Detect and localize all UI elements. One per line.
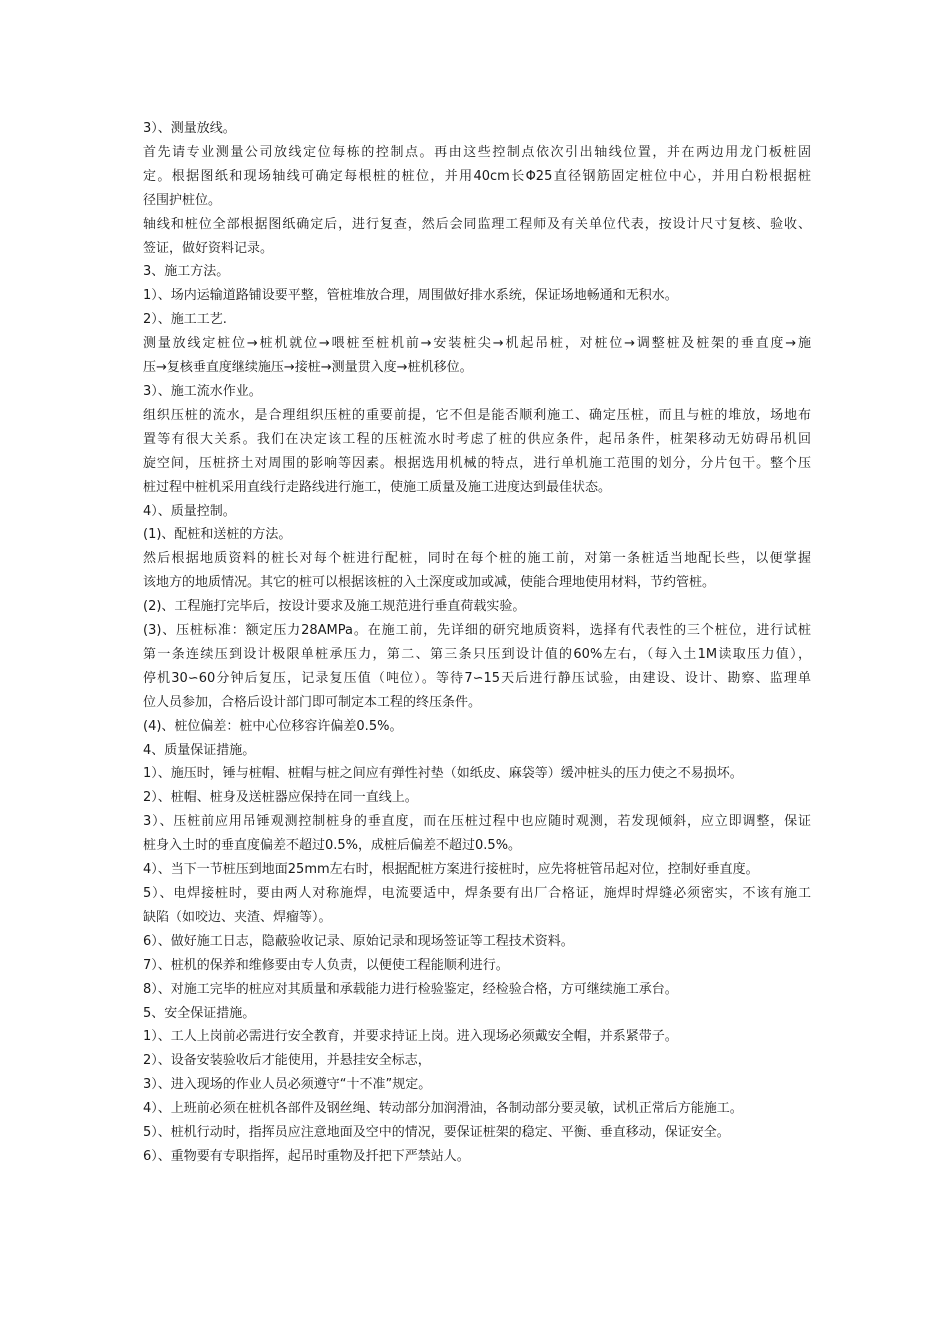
text-line: 5）、电焊接桩时，要由两人对称施焊，电流要适中，焊条要有出厂合格证，施焊时焊缝必须密实，不该有施工 bbox=[143, 886, 811, 901]
text-line: 3、施工方法。 bbox=[143, 264, 230, 280]
text-line: 定。根据图纸和现场轴线可确定每根桩的桩位，并用40cm长Φ25直径钢筋固定桩位中心，并用白粉根据桩 bbox=[143, 168, 811, 184]
text-line: 5、安全保证措施。 bbox=[143, 1005, 256, 1021]
text-line: 5）、桩机行动时，指挥员应注意地面及空中的情况，要保证桩架的稳定、平衡、垂直移动，保证安全。 bbox=[143, 1125, 730, 1141]
text-line: 桩身入土时的垂直度偏差不超过0.5%，成桩后偏差不超过0.5%。 bbox=[143, 838, 522, 854]
text-line: 1）、施压时，锤与桩帽、桩帽与桩之间应有弹性衬垫（如纸皮、麻袋等）缓冲桩头的压力使之不易损坏。 bbox=[143, 766, 743, 782]
text-line: 1）、场内运输道路铺设要平整，管桩堆放合理，周围做好排水系统，保证场地畅通和无积水。 bbox=[143, 288, 678, 304]
text-line: 径围护桩位。 bbox=[143, 192, 222, 208]
text-line: 首先请专业测量公司放线定位每栋的控制点。再由这些控制点依次引出轴线位置，并在两边用龙门板桩固 bbox=[143, 144, 811, 160]
text-line: 3）、测量放线。 bbox=[143, 121, 236, 136]
text-line: 7）、桩机的保养和维修要由专人负责，以便使工程能顺利进行。 bbox=[143, 957, 509, 973]
text-line: 2）、设备安装验收后才能使用，并悬挂安全标志， bbox=[143, 1053, 431, 1069]
text-line: 置等有很大关系。我们在决定该工程的压桩流水时考虑了桩的供应条件，起吊条件，桩架移动无妨碍吊机回 bbox=[143, 431, 811, 447]
text-line: 6）、做好施工日志，隐蔽验收记录、原始记录和现场签证等工程技术资料。 bbox=[143, 933, 574, 949]
text-line: 组织压桩的流水，是合理组织压桩的重要前提，它不但是能否顺利施工、确定压桩，而且与桩的堆放，场地布 bbox=[143, 407, 811, 423]
text-line: 3）、进入现场的作业人员必须遵守“十不准”规定。 bbox=[143, 1077, 432, 1093]
text-line: (4)、桩位偏差：桩中心位移容许偏差0.5%。 bbox=[143, 718, 403, 734]
text-line: 2）、施工工艺. bbox=[143, 312, 227, 328]
text-line: 缺陷（如咬边、夹渣、焊瘤等）。 bbox=[143, 909, 332, 925]
text-line: 3）、施工流水作业。 bbox=[143, 383, 262, 399]
text-line: 6）、重物要有专职指挥，起吊时重物及扦把下严禁站人。 bbox=[143, 1148, 470, 1164]
text-line: (3)、压桩标准：额定压力28AMPa。在施工前，先详细的研究地质资料，选择有代表性的三个桩位，进行试桩 bbox=[143, 623, 811, 639]
text-line: 该地方的地质情况。其它的桩可以根据该桩的入土深度或加或减，使能合理地使用材料，节约管桩。 bbox=[143, 575, 716, 591]
text-line: 4、质量保证措施。 bbox=[143, 742, 256, 758]
text-line: 4）、质量控制。 bbox=[143, 503, 236, 519]
text-line: 位人员参加，合格后设计部门即可制定本工程的终压条件。 bbox=[143, 694, 482, 710]
text-line: 3）、压桩前应用吊锤观测控制桩身的垂直度，而在压桩过程中也应随时观测，若发现倾斜，应立即调整，保证 bbox=[143, 814, 811, 830]
text-line: 压→复核垂直度继续施压→接桩→测量贯入度→桩机移位。 bbox=[143, 360, 473, 376]
text-line: 然后根据地质资料的桩长对每个桩进行配桩，同时在每个桩的施工前，对第一条桩适当地配长些，以便掌握 bbox=[143, 551, 811, 567]
text-line: (1)、配桩和送桩的方法。 bbox=[143, 527, 292, 543]
text-line: 停机30∽60分钟后复压，记录复压值（吨位）。等待7∽15天后进行静压试验，由建设、设计、勘察、监理单 bbox=[143, 670, 811, 686]
document-body bbox=[143, 117, 811, 1169]
text-line: 桩过程中桩机采用直线行走路线进行施工，使施工质量及施工进度达到最佳状态。 bbox=[143, 479, 612, 495]
text-line: 8）、对施工完毕的桩应对其质量和承载能力进行检验鉴定，经检验合格，方可继续施工承台。 bbox=[143, 981, 678, 997]
text-line: 第一条连续压到设计极限单桩承压力，第二、第三条只压到设计值的60%左右，（每入土1M读取压力值）， bbox=[143, 646, 811, 662]
text-line: 4）、上班前必须在桩机各部件及钢丝绳、转动部分加润滑油，各制动部分要灵敏，试机正常后方能施工。 bbox=[143, 1101, 743, 1117]
text-line: 旋空间，压桩挤土对周围的影响等因素。根据选用机械的特点，进行单机施工范围的划分，分片包干。整个压 bbox=[143, 455, 811, 471]
text-line: 1）、工人上岗前必需进行安全教育，并要求持证上岗。进入现场必须戴安全帽，并系紧带子。 bbox=[143, 1029, 678, 1045]
text-line: 签证，做好资料记录。 bbox=[143, 240, 274, 256]
text-line: 轴线和桩位全部根据图纸确定后，进行复查，然后会同监理工程师及有关单位代表，按设计尺寸复核、验收、 bbox=[143, 216, 811, 232]
text-line: 测量放线定桩位→桩机就位→喂桩至桩机前→安装桩尖→机起吊桩，对桩位→调整桩及桩架的垂直度→施 bbox=[143, 336, 811, 352]
text-line: 2）、桩帽、桩身及送桩器应保持在同一直线上。 bbox=[143, 790, 418, 806]
text-line: (2)、工程施打完毕后，按设计要求及施工规范进行垂直荷载实验。 bbox=[143, 599, 526, 615]
text-line: 4）、当下一节桩压到地面25mm左右时，根据配桩方案进行接桩时，应先将桩管吊起对位，控制好垂直度。 bbox=[143, 862, 759, 878]
